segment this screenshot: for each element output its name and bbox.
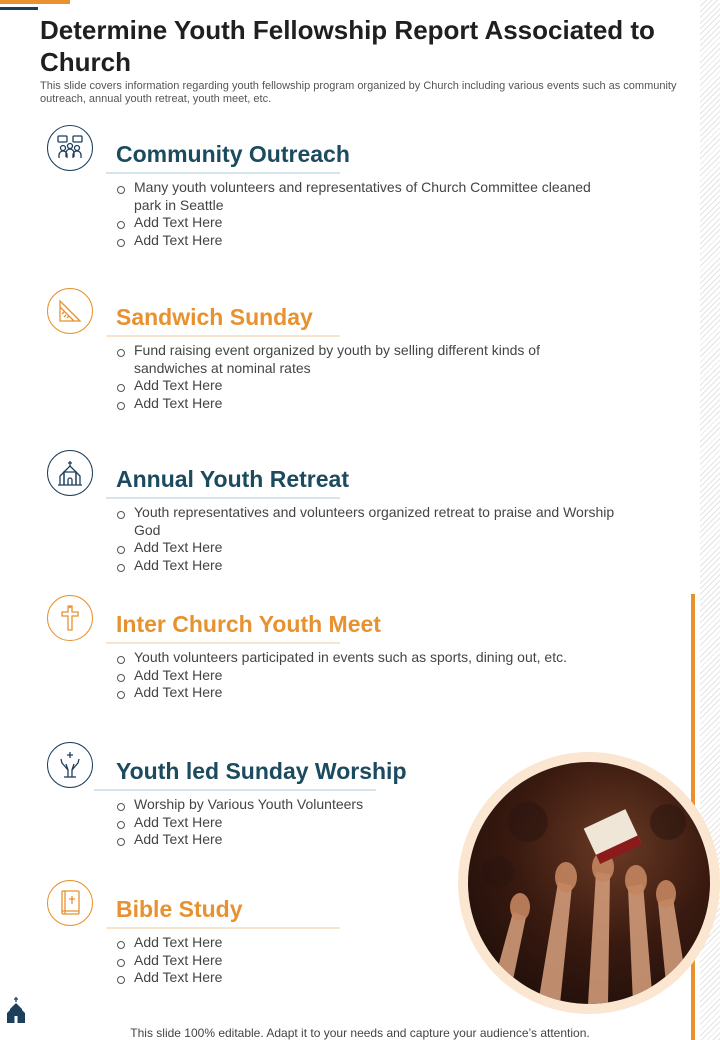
church-logo-icon bbox=[6, 996, 26, 1024]
heading-underline bbox=[106, 172, 340, 174]
section-heading: Annual Youth Retreat bbox=[116, 466, 349, 492]
sandwich-icon bbox=[47, 288, 93, 334]
footer-note: This slide 100% editable. Adapt it to your needs and capture your audience’s attention. bbox=[130, 1026, 590, 1040]
section-heading: Bible Study bbox=[116, 896, 243, 922]
heading-underline bbox=[94, 789, 376, 791]
list-item: Youth representatives and volunteers organized retreat to praise and Worship God bbox=[116, 504, 616, 539]
list-item: Add Text Here bbox=[116, 684, 616, 702]
top-accent-bar-secondary bbox=[0, 7, 38, 10]
page-title: Determine Youth Fellowship Report Associated to Church bbox=[40, 15, 655, 77]
worship-photo-frame bbox=[458, 752, 720, 1014]
list-item: Many youth volunteers and representatives of Church Committee cleaned park in Seattle bbox=[116, 179, 616, 214]
bullet-list bbox=[116, 649, 616, 702]
praying-hands-icon bbox=[47, 742, 93, 788]
bullet-list bbox=[116, 504, 616, 574]
heading-underline bbox=[106, 642, 340, 644]
list-item: Add Text Here bbox=[116, 557, 616, 575]
list-item: Worship by Various Youth Volunteers bbox=[116, 796, 616, 814]
list-item: Fund raising event organized by youth by selling different kinds of sandwiches at nominal rates bbox=[116, 342, 616, 377]
heading-underline bbox=[106, 497, 340, 499]
list-item: Add Text Here bbox=[116, 667, 616, 685]
section-heading: Youth led Sunday Worship bbox=[116, 758, 407, 784]
worship-photo bbox=[468, 762, 710, 1004]
section-heading: Sandwich Sunday bbox=[116, 304, 313, 330]
bullet-list bbox=[116, 342, 616, 412]
cross-icon bbox=[47, 595, 93, 641]
page-subtitle: This slide covers information regarding youth fellowship program organized by Church including various events such as community outreach, annual youth retreat, youth meet, etc. bbox=[40, 80, 677, 105]
list-item: Add Text Here bbox=[116, 814, 616, 832]
bullet-list bbox=[116, 179, 616, 249]
list-item: Youth volunteers participated in events such as sports, dining out, etc. bbox=[116, 649, 616, 667]
list-item: Add Text Here bbox=[116, 969, 616, 987]
list-item: Add Text Here bbox=[116, 232, 616, 250]
list-item: Add Text Here bbox=[116, 395, 616, 413]
section-heading: Community Outreach bbox=[116, 141, 350, 167]
section-heading: Inter Church Youth Meet bbox=[116, 611, 381, 637]
heading-underline bbox=[106, 927, 340, 929]
raised-book bbox=[584, 809, 642, 864]
church-icon bbox=[47, 450, 93, 496]
list-item: Add Text Here bbox=[116, 831, 616, 849]
list-item: Add Text Here bbox=[116, 214, 616, 232]
list-item: Add Text Here bbox=[116, 934, 616, 952]
top-accent-bar bbox=[0, 0, 70, 4]
heading-underline bbox=[106, 335, 340, 337]
list-item: Add Text Here bbox=[116, 377, 616, 395]
list-item: Add Text Here bbox=[116, 952, 616, 970]
bible-icon bbox=[47, 880, 93, 926]
community-group-icon bbox=[47, 125, 93, 171]
list-item: Add Text Here bbox=[116, 539, 616, 557]
